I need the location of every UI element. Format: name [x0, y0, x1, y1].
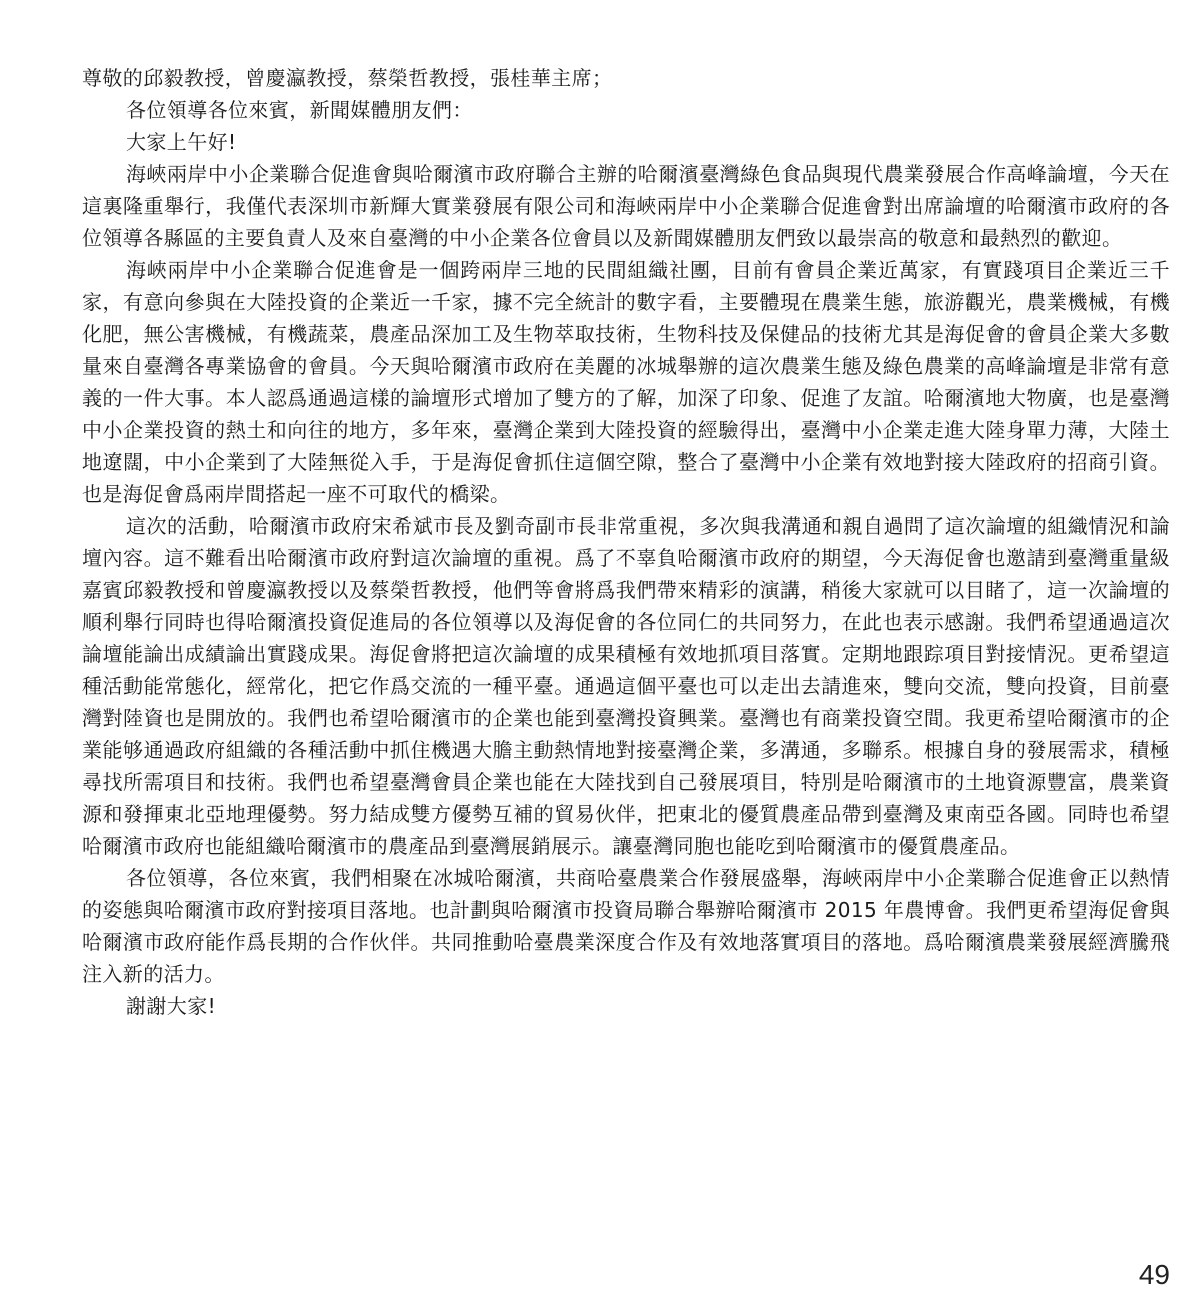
thanks: 謝謝大家! — [126, 994, 217, 1018]
paragraph-forum: 這次的活動，哈爾濱市政府宋希斌市長及劉奇副市長非常重視，多次與我溝通和親自過問了這次論壇的組織情況和論壇內容。這不難看出哈爾濱市政府對這次論壇的重視。爲了不辜負哈爾濱市政府的期望，今天海促會也邀請到臺灣重量級嘉賓邱毅教授和曾慶瀛教授以及蔡榮哲教授，他們等會將爲我們帶來精彩的演講，稍後大家就可以目睹了，這一次論壇的順利舉行同時也得哈爾濱投資促進局的各位領導以及海促會的各位同仁的共同努力，在此也表示感謝。我們希望通過這次論壇能論出成績論出實踐成果。海促會將把這次論壇的成果積極有效地抓項目落實。定期地跟踪項目對接情況。更希望這種活動能常態化，經常化，把它作爲交流的一種平臺。通過這個平臺也可以走出去請進來，雙向交流，雙向投資，目前臺灣對陸資也是開放的。我們也希望哈爾濱市的企業也能到臺灣投資興業。臺灣也有商業投資空間。我更希望哈爾濱市的企業能够通過政府組織的各種活動中抓住機遇大膽主動熱情地對接臺灣企業，多溝通，多聯系。根據自身的發展需求，積極尋找所需項目和技術。我們也希望臺灣會員企業也能在大陸找到自己發展項目，特別是哈爾濱市的土地資源豐富，農業資源和發揮東北亞地理優勢。努力結成雙方優勢互補的貿易伙伴，把東北的優質農產品帶到臺灣及東南亞各國。同時也希望哈爾濱市政府也能組織哈爾濱市的農產品到臺灣展銷展示。讓臺灣同胞也能吃到哈爾濱市的優質農產品。 — [82, 514, 1170, 858]
paragraph-welcome: 海峽兩岸中小企業聯合促進會與哈爾濱市政府聯合主辦的哈爾濱臺灣綠色食品與現代農業發展合作高峰論壇，今天在這裏隆重舉行，我僅代表深圳市新輝大實業發展有限公司和海峽兩岸中小企業聯合促進會對出席論壇的哈爾濱市政府的各位領導各縣區的主要負責人及來自臺灣的中小企業各位會員以及新聞媒體朋友們致以最崇高的敬意和最熱烈的歡迎。 — [82, 162, 1170, 250]
paragraph-association: 海峽兩岸中小企業聯合促進會是一個跨兩岸三地的民間組織社團，目前有會員企業近萬家，有實踐項目企業近三千家，有意向參與在大陸投資的企業近一千家，據不完全統計的數字看，主要體現在農業生態，旅游觀光，農業機械，有機化肥，無公害機械，有機蔬菜，農產品深加工及生物萃取技術，生物科技及保健品的技術尤其是海促會的會員企業大多數量來自臺灣各專業協會的會員。今天與哈爾濱市政府在美麗的冰城舉辦的這次農業生態及綠色農業的高峰論壇是非常有意義的一件大事。本人認爲通過這樣的論壇形式增加了雙方的了解，加深了印象、促進了友誼。哈爾濱地大物廣，也是臺灣中小企業投資的熱土和向往的地方，多年來，臺灣企業到大陸投資的經驗得出，臺灣中小企業走進大陸身單力薄，大陸土地遼闊，中小企業到了大陸無從入手，于是海促會抓住這個空隙，整合了臺灣中小企業有效地對接大陸政府的招商引資。也是海促會爲兩岸間搭起一座不可取代的橋梁。 — [82, 258, 1170, 506]
greeting-morning: 大家上午好! — [126, 130, 237, 154]
greeting-guests: 各位領導各位來賓，新聞媒體朋友們： — [126, 98, 473, 122]
paragraph-closing: 各位領導，各位來賓，我們相聚在冰城哈爾濱，共商哈臺農業合作發展盛舉，海峽兩岸中小企業聯合促進會正以熱情的姿態與哈爾濱市政府對接項目落地。也計劃與哈爾濱市投資局聯合舉辦哈爾濱市 2015 年農博會。我們更希望海促會與哈爾濱市政府能作爲長期的合作伙伴。共同推動哈臺農業深度合作及有效地落實項目的落地。爲哈爾濱農業發展經濟騰飛注入新的活力。 — [82, 866, 1170, 986]
salutation: 尊敬的邱毅教授，曾慶瀛教授，蔡榮哲教授，張桂華主席； — [82, 66, 613, 90]
page-number: 49 — [1138, 1259, 1170, 1290]
page-body — [82, 62, 1170, 1022]
